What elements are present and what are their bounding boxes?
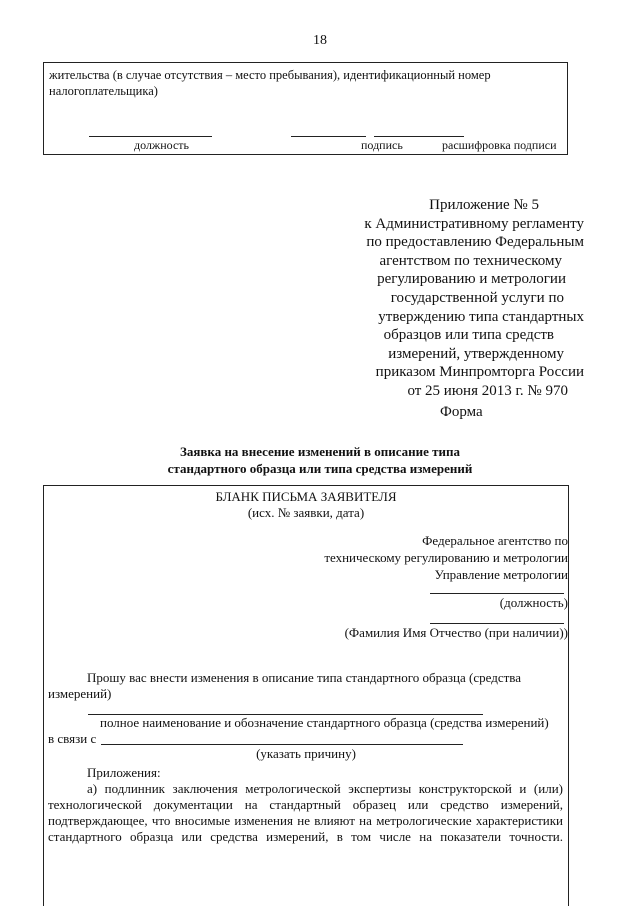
position-label: должность (134, 138, 189, 152)
annex-line: к Административному регламенту (364, 215, 584, 232)
signature-line (291, 136, 366, 137)
form-label: Форма (440, 404, 483, 420)
request-line2: измерений) (48, 686, 112, 701)
letter-form-box (43, 485, 569, 906)
item-a-line: а) подлинник заключения метрологической экспертизы конструкторской и (или) (87, 781, 563, 796)
title-line1: Заявка на внесение изменений в описание типа (179, 444, 461, 459)
annex-line: Приложение № 5 (429, 197, 539, 213)
item-a-line: подтверждающее, что вносимые изменения не влияют на метрологические характеристики (48, 813, 563, 828)
addressee-line: техническому регулированию и метрологии (324, 550, 568, 565)
decoding-line (374, 136, 464, 137)
item-a-line: стандартного образца или средства измерений, в том числе на показатели точности. (48, 829, 563, 844)
annex-block (294, 196, 584, 401)
blank-subtitle: (исх. № заявки, дата) (247, 505, 365, 520)
attachments-label: Приложения: (87, 765, 161, 780)
annex-line: измерений, утвержденному (388, 345, 564, 362)
position-line (89, 136, 212, 137)
full-name-caption: полное наименование и обозначение стандартного образца (средства измерений) (100, 715, 549, 730)
addressee-line: Управление метрологии (434, 567, 568, 582)
fio-caption: (Фамилия Имя Отчество (при наличии)) (344, 625, 568, 640)
fio-blank-line (430, 623, 564, 624)
annex-line: регулированию и метрологии (377, 271, 566, 288)
reason-line (101, 744, 463, 745)
annex-line: приказом Минпромторга России (375, 364, 584, 381)
annex-line: государственной услуги по (390, 289, 564, 306)
signature-form-box (43, 62, 568, 155)
annex-line: от 25 июня 2013 г. № 970 (407, 382, 568, 399)
form-text-line2: налогоплательщика) (49, 84, 158, 98)
in-connection-label: в связи с (48, 731, 97, 746)
addressee-line: Федеральное агентство по (422, 533, 568, 548)
annex-line: по предоставлению Федеральным (366, 234, 584, 251)
document-title (0, 443, 640, 477)
item-a-line: технологической документации на стандартный образец или средство измерений, (48, 797, 563, 812)
signature-label: подпись (361, 138, 403, 152)
decoding-label: расшифровка подписи (442, 138, 557, 152)
position-caption: (должность) (499, 595, 568, 610)
annex-line: утверждению типа стандартных (378, 308, 584, 325)
annex-line: образцов или типа средств (383, 327, 554, 344)
page-number: 18 (313, 33, 327, 48)
reason-caption: (указать причину) (256, 746, 356, 761)
request-line1: Прошу вас внести изменения в описание типа стандартного образца (средства (87, 670, 522, 685)
blank-title: БЛАНК ПИСЬМА ЗАЯВИТЕЛЯ (215, 489, 397, 504)
position-blank-line (430, 593, 564, 594)
form-text-line1: жительства (в случае отсутствия – место пребывания), идентификационный номер (49, 68, 491, 82)
annex-line: агентством по техническому (379, 252, 562, 269)
title-line2: стандартного образца или типа средства измерений (167, 461, 473, 476)
